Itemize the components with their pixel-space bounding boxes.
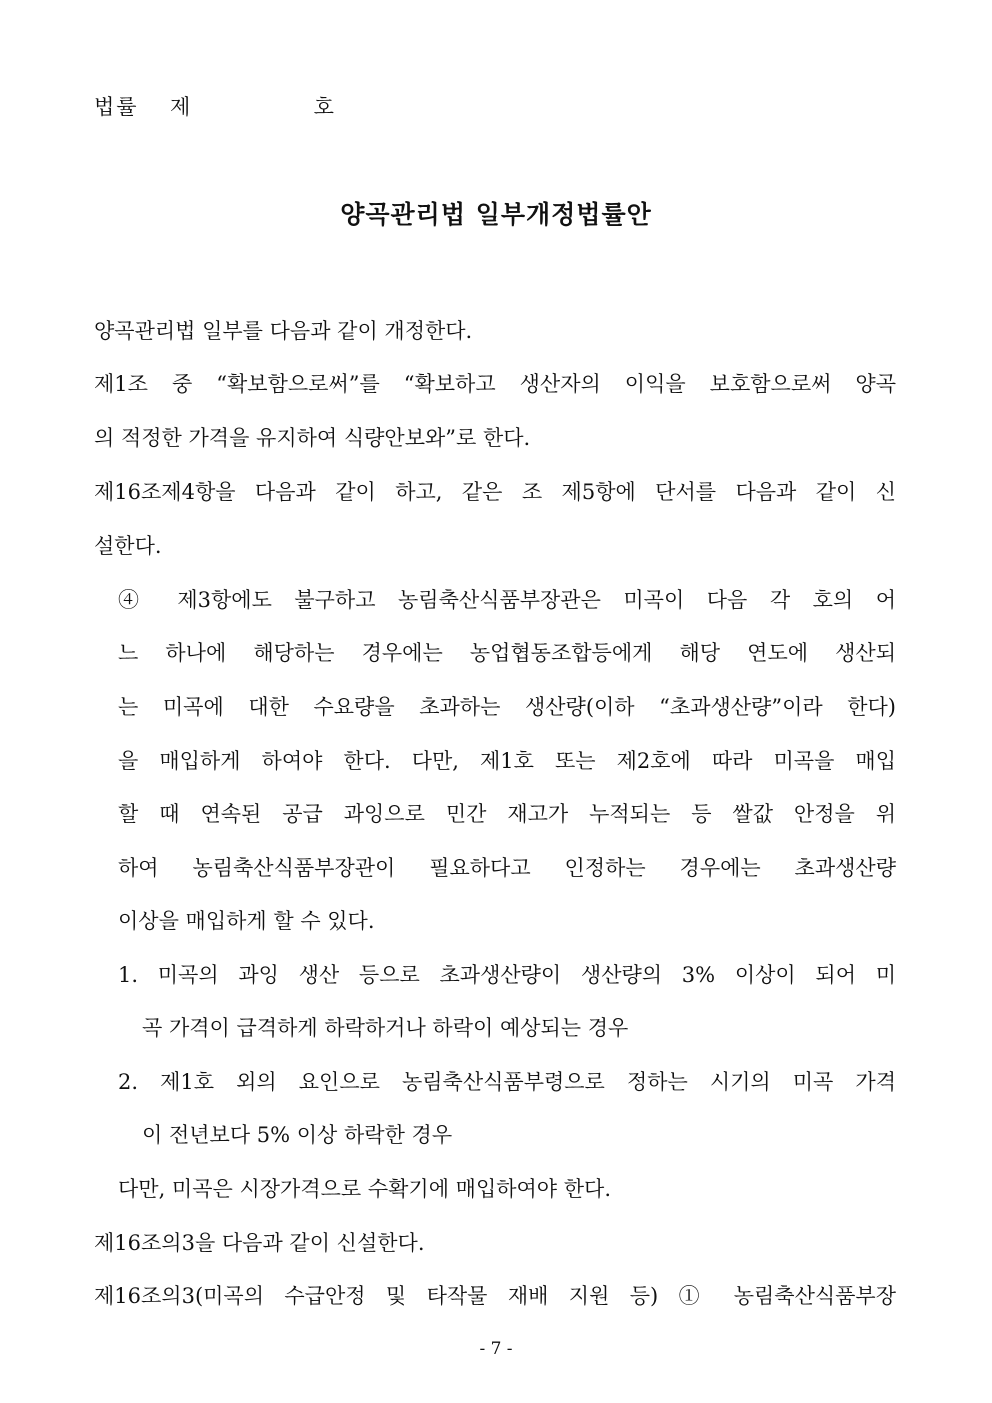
body-line: 이상을 매입하게 할 수 있다. (118, 909, 375, 933)
body-line: 을 매입하게 하여야 한다. 다만, 제1호 또는 제2호에 따라 미곡을 매입 (118, 749, 896, 773)
list-item-line: 2. 제1호 외의 요인으로 농림축산식품부령으로 정하는 시기의 미곡 가격 (118, 1070, 896, 1094)
body-line: 제16조의3을 다음과 같이 신설한다. (94, 1231, 425, 1255)
list-item-line: 곡 가격이 급격하게 하락하거나 하락이 예상되는 경우 (142, 1016, 629, 1040)
body-line: 느 하나에 해당하는 경우에는 농업협동조합등에게 해당 연도에 생산되 (118, 641, 896, 665)
list-item-line: 이 전년보다 5% 이상 하락한 경우 (142, 1123, 453, 1147)
document-title: 양곡관리법 일부개정법률안 (340, 200, 652, 229)
body-line: 다만, 미곡은 시장가격으로 수확기에 매입하여야 한다. (118, 1177, 612, 1201)
body-line: 설한다. (94, 534, 162, 558)
body-line: 제16조제4항을 다음과 같이 하고, 같은 조 제5항에 단서를 다음과 같이 신 (94, 480, 896, 504)
body-line: 는 미곡에 대한 수요량을 초과하는 생산량(이하 “초과생산량”이라 한다) (118, 695, 896, 719)
list-item-line: 1. 미곡의 과잉 생산 등으로 초과생산량이 생산량의 3% 이상이 되어 미 (118, 963, 896, 987)
bill-je: 제 (169, 95, 193, 119)
body-line: 양곡관리법 일부를 다음과 같이 개정한다. (94, 319, 473, 343)
body-line: 하여 농림축산식품부장관이 필요하다고 인정하는 경우에는 초과생산량 (118, 856, 896, 880)
body-line: ④ 제3항에도 불구하고 농림축산식품부장관은 미곡이 다음 각 호의 어 (118, 588, 896, 612)
page-number: - 7 - (479, 1339, 513, 1359)
bill-number-line (94, 92, 336, 122)
body-line: 제1조 중 “확보함으로써”를 “확보하고 생산자의 이익을 보호함으로써 양곡 (94, 372, 896, 396)
body-line: 의 적정한 가격을 유지하여 식량안보와”로 한다. (94, 426, 531, 450)
body-line: 할 때 연속된 공급 과잉으로 민간 재고가 누적되는 등 쌀값 안정을 위 (118, 802, 896, 826)
body-line: 제16조의3(미곡의 수급안정 및 타작물 재배 지원 등) ① 농림축산식품부장 (94, 1284, 896, 1308)
bill-ho: 호 (313, 95, 336, 119)
bill-prefix: 법률 (94, 95, 139, 119)
